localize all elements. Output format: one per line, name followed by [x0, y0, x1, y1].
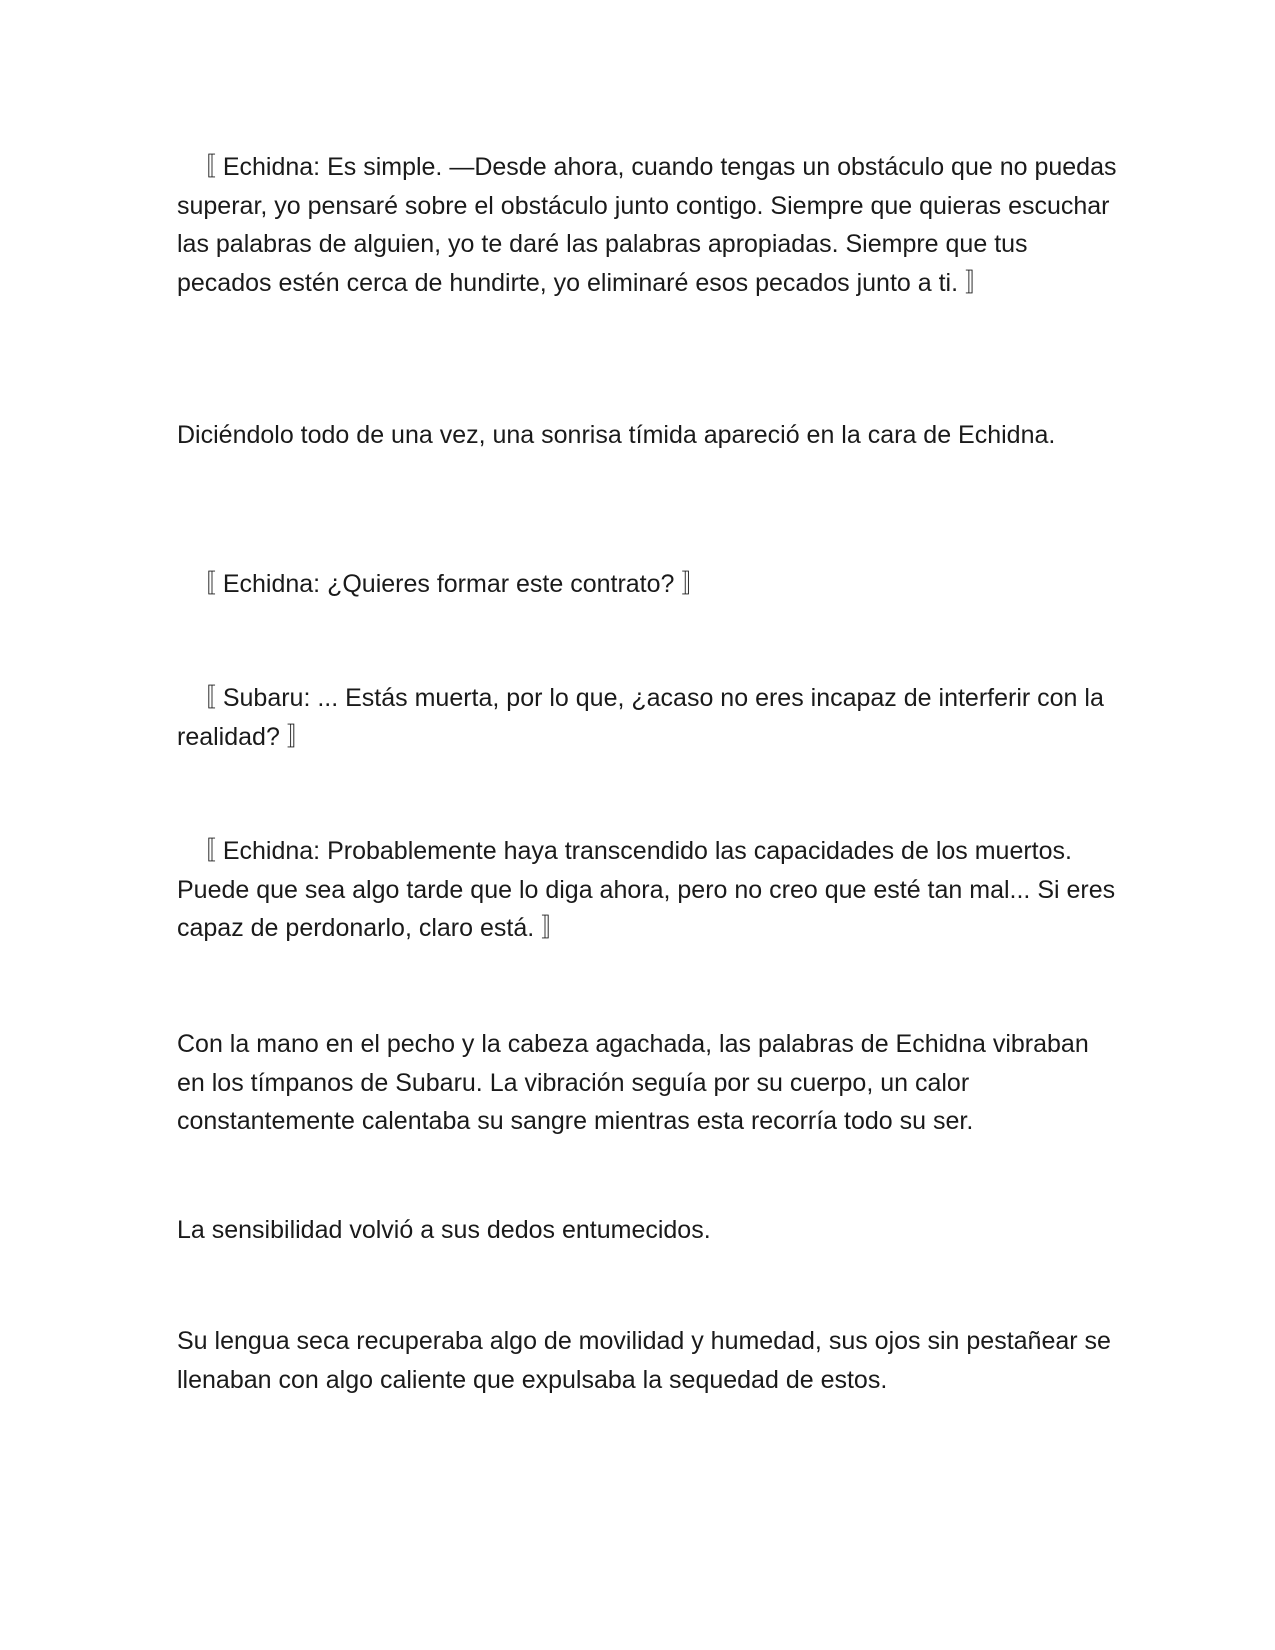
paragraph-narration-vibration: Con la mano en el pecho y la cabeza agachada, las palabras de Echidna vibraban en los tímpanos de Subaru. La vibración seguía por su cuerpo, un calor constantemente calentaba su sangre mientras esta recorría todo su ser.: [177, 1030, 1089, 1135]
paragraph-narration-fingers: La sensibilidad volvió a sus dedos entumecidos.: [177, 1216, 711, 1244]
paragraph-narration-tongue: Su lengua seca recuperaba algo de movilidad y humedad, sus ojos sin pestañear se llenaban con algo caliente que expulsaba la sequedad de estos.: [177, 1327, 1111, 1394]
paragraph-subaru-reply: 〚 Subaru: ... Estás muerta, por lo que, ¿acaso no eres incapaz de interferir con la realidad? 〛: [177, 684, 1104, 751]
paragraph-echidna-offer: 〚 Echidna: Es simple. —Desde ahora, cuando tengas un obstáculo que no puedas superar, yo pensaré sobre el obstáculo junto contigo. Siempre que quieras escuchar las palabras de alguien, yo te daré las palabras apropiadas. Siempre que tus pecados estén cerca de hundirte, yo eliminaré esos pecados junto a ti. 〛: [177, 153, 1117, 297]
paragraph-narration-smile: Diciéndolo todo de una vez, una sonrisa tímida apareció en la cara de Echidna.: [177, 421, 1056, 449]
paragraph-echidna-question: 〚 Echidna: ¿Quieres formar este contrato? 〛: [177, 570, 707, 598]
paragraph-echidna-answer: 〚 Echidna: Probablemente haya transcendido las capacidades de los muertos. Puede que sea algo tarde que lo diga ahora, pero no creo que esté tan mal... Si eres capaz de perdonarlo, claro está. 〛: [177, 837, 1116, 942]
